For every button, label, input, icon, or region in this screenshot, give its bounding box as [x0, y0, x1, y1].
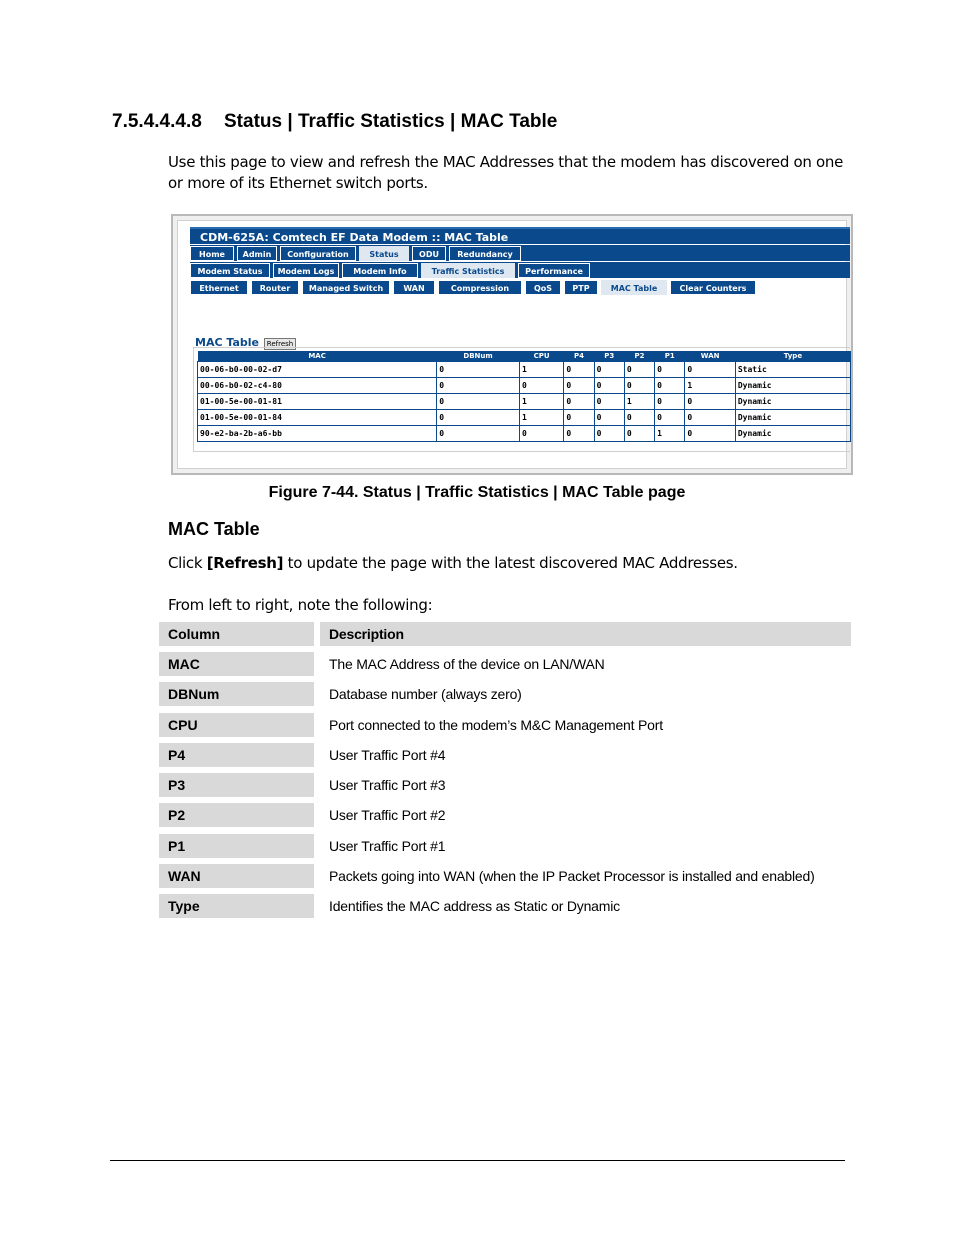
definition-column-name: DBNum	[159, 682, 314, 706]
tab-odu[interactable]: ODU	[412, 246, 446, 261]
tab-modem-info[interactable]: Modem Info	[342, 263, 418, 278]
definition-row	[159, 743, 851, 767]
tab-configuration[interactable]: Configuration	[280, 246, 356, 261]
definition-row	[159, 713, 851, 737]
definition-column-name: Column	[159, 622, 314, 646]
mac-col-p1: P1	[655, 351, 685, 362]
tab-mac-table[interactable]: MAC Table	[601, 280, 667, 295]
note-text: From left to right, note the following:	[168, 596, 433, 614]
mac-cell: 0	[685, 426, 735, 442]
footer-rule	[110, 1160, 845, 1161]
mac-cell: 1	[655, 426, 685, 442]
tab-redundancy[interactable]: Redundancy	[449, 246, 521, 261]
mac-table-header	[198, 351, 851, 362]
mac-cell: Dynamic	[735, 426, 850, 442]
definition-column-name: WAN	[159, 864, 314, 888]
refresh-button[interactable]: Refresh	[264, 338, 296, 350]
definition-row	[159, 894, 851, 918]
mac-cell: 0	[655, 394, 685, 410]
mac-cell: 0	[564, 362, 594, 378]
definition-description: User Traffic Port #2	[329, 807, 446, 823]
mac-cell: 00-06-b0-00-02-d7	[198, 362, 437, 378]
mac-cell: 1	[519, 362, 563, 378]
tab-compression[interactable]: Compression	[438, 280, 522, 295]
mac-col-dbnum: DBNum	[437, 351, 520, 362]
nav-row-1	[190, 246, 521, 261]
screenshot-page	[177, 220, 847, 469]
mac-col-p2: P2	[624, 351, 654, 362]
screenshot-figure	[171, 214, 853, 475]
tab-modem-logs[interactable]: Modem Logs	[273, 263, 339, 278]
mac-cell: 0	[594, 426, 624, 442]
tab-managed-switch[interactable]: Managed Switch	[302, 280, 390, 295]
tab-modem-status[interactable]: Modem Status	[190, 263, 270, 278]
mac-cell: 0	[437, 426, 520, 442]
mac-cell: 0	[624, 362, 654, 378]
mac-cell: 0	[655, 378, 685, 394]
definition-description: Database number (always zero)	[329, 686, 522, 702]
definition-header-row	[159, 622, 851, 646]
intro-paragraph: Use this page to view and refresh the MAC Addresses that the modem has discovered on one or more of its Ethernet switch ports.	[168, 153, 844, 192]
click-prefix: Click	[168, 554, 207, 572]
click-suffix: to update the page with the latest discovered MAC Addresses.	[283, 554, 738, 572]
section-heading	[112, 111, 557, 133]
mac-cell: 0	[685, 394, 735, 410]
mac-table-title: MAC Table	[195, 336, 259, 349]
mac-cell: Dynamic	[735, 394, 850, 410]
definition-row	[159, 773, 851, 797]
mac-cell: 0	[655, 410, 685, 426]
mac-cell: 0	[685, 410, 735, 426]
mac-cell: 0	[655, 362, 685, 378]
mac-cell: 0	[594, 378, 624, 394]
table-row	[198, 394, 851, 410]
mac-cell: 0	[624, 410, 654, 426]
figure-caption: Figure 7-44. Status | Traffic Statistics | MAC Table page	[268, 484, 686, 501]
mac-cell: 01-00-5e-00-01-84	[198, 410, 437, 426]
mac-cell: Static	[735, 362, 850, 378]
table-row	[198, 410, 851, 426]
mac-cell: 0	[437, 362, 520, 378]
mac-cell: 0	[624, 378, 654, 394]
mac-cell: 0	[594, 394, 624, 410]
tab-home[interactable]: Home	[190, 246, 234, 261]
definition-column-name: P4	[159, 743, 314, 767]
mac-cell: 0	[594, 362, 624, 378]
mac-cell: 0	[519, 378, 563, 394]
definition-row	[159, 834, 851, 858]
definition-column-name: MAC	[159, 652, 314, 676]
nav-row-3	[190, 280, 756, 295]
tab-clear-counters[interactable]: Clear Counters	[670, 280, 756, 295]
mac-cell: 0	[437, 410, 520, 426]
tab-wan[interactable]: WAN	[393, 280, 435, 295]
mac-cell: 01-00-5e-00-01-81	[198, 394, 437, 410]
definition-row	[159, 652, 851, 676]
mac-table-heading: MAC Table	[168, 519, 260, 539]
mac-cell: 00-06-b0-02-c4-80	[198, 378, 437, 394]
table-row	[198, 362, 851, 378]
definition-description: The MAC Address of the device on LAN/WAN	[329, 656, 605, 672]
tab-router[interactable]: Router	[251, 280, 299, 295]
definition-row	[159, 682, 851, 706]
definition-description: User Traffic Port #3	[329, 777, 446, 793]
definition-column-name: P2	[159, 803, 314, 827]
mac-table	[197, 351, 851, 442]
tab-performance[interactable]: Performance	[518, 263, 590, 278]
mac-cell: 0	[564, 378, 594, 394]
mac-cell: 1	[519, 410, 563, 426]
tab-status[interactable]: Status	[359, 246, 409, 261]
mac-col-type: Type	[735, 351, 850, 362]
definition-description: User Traffic Port #1	[329, 838, 446, 854]
table-row	[198, 378, 851, 394]
tab-ptp[interactable]: PTP	[564, 280, 598, 295]
app-title-bar: CDM-625A: Comtech EF Data Modem :: MAC Table	[190, 227, 850, 244]
definition-description: Packets going into WAN (when the IP Packet Processor is installed and enabled)	[329, 868, 815, 884]
definition-description: Port connected to the modem’s M&C Management Port	[329, 717, 663, 733]
mac-cell: 0	[685, 362, 735, 378]
mac-col-p3: P3	[594, 351, 624, 362]
definition-row	[159, 864, 851, 888]
mac-cell: 0	[437, 394, 520, 410]
mac-col-wan: WAN	[685, 351, 735, 362]
mac-col-mac: MAC	[198, 351, 437, 362]
mac-cell: 0	[564, 394, 594, 410]
section-number: 7.5.4.4.4.8	[112, 111, 202, 132]
tab-ethernet[interactable]: Ethernet	[190, 280, 248, 295]
mac-cell: 0	[519, 426, 563, 442]
mac-cell: 90-e2-ba-2b-a6-bb	[198, 426, 437, 442]
definition-description: User Traffic Port #4	[329, 747, 446, 763]
table-row	[198, 426, 851, 442]
definition-column-name: CPU	[159, 713, 314, 737]
mac-cell: 0	[624, 426, 654, 442]
mac-cell: 1	[685, 378, 735, 394]
nav-row-2	[190, 263, 590, 278]
refresh-instruction	[168, 554, 738, 572]
mac-cell: 1	[624, 394, 654, 410]
mac-cell: 0	[594, 410, 624, 426]
definition-column-name: Type	[159, 894, 314, 918]
mac-cell: Dynamic	[735, 410, 850, 426]
definition-column-name: P1	[159, 834, 314, 858]
mac-cell: 0	[564, 410, 594, 426]
tab-admin[interactable]: Admin	[237, 246, 277, 261]
mac-cell: Dynamic	[735, 378, 850, 394]
mac-col-cpu: CPU	[519, 351, 563, 362]
definition-description: Identifies the MAC address as Static or Dynamic	[329, 898, 620, 914]
definition-column-name: P3	[159, 773, 314, 797]
definition-row	[159, 803, 851, 827]
mac-col-p4: P4	[564, 351, 594, 362]
refresh-bold: [Refresh]	[206, 554, 284, 572]
definition-description: Description	[320, 622, 851, 646]
tab-traffic-statistics[interactable]: Traffic Statistics	[421, 263, 515, 278]
section-title: Status | Traffic Statistics | MAC Table	[224, 111, 558, 132]
tab-qos[interactable]: QoS	[525, 280, 561, 295]
mac-cell: 0	[437, 378, 520, 394]
mac-cell: 0	[564, 426, 594, 442]
mac-cell: 1	[519, 394, 563, 410]
